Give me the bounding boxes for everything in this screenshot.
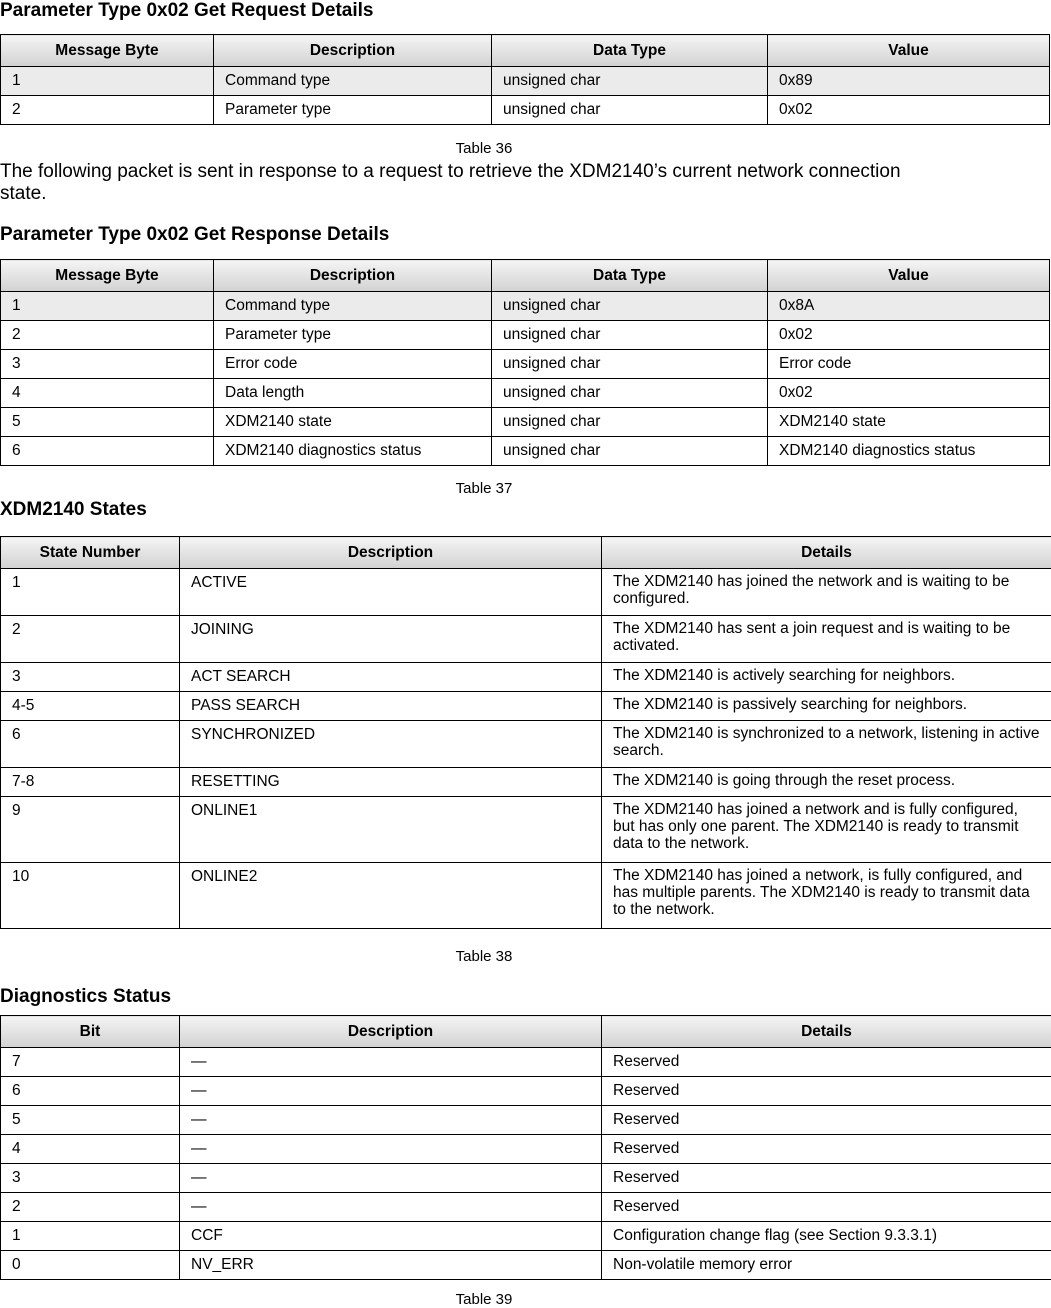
table-row (1, 1048, 1051, 1077)
table-cell: 0 (1, 1251, 180, 1280)
table-cell: The XDM2140 is synchronized to a network, listening in active search. (602, 721, 1051, 768)
table-caption: Table 39 (0, 1291, 968, 1308)
column-header: Description (180, 1016, 602, 1048)
table-row (1, 437, 1050, 466)
table-caption: Table 36 (0, 140, 968, 157)
table-cell: The XDM2140 has joined the network and is waiting to be configured. (602, 569, 1051, 616)
table-row (1, 350, 1050, 379)
table-cell: unsigned char (492, 408, 768, 437)
table-cell: — (180, 1135, 602, 1164)
column-header: Value (768, 260, 1050, 292)
table-cell: Parameter type (214, 96, 492, 125)
column-header: Data Type (492, 35, 768, 67)
table-cell: 4-5 (1, 692, 180, 721)
table-cell: 4 (1, 1135, 180, 1164)
get-response-table (0, 259, 1050, 466)
table-cell: unsigned char (492, 437, 768, 466)
table-header-row (1, 35, 1050, 67)
table-row (1, 663, 1051, 692)
table-cell: 2 (1, 616, 180, 663)
table-cell: ONLINE2 (180, 863, 602, 929)
table-cell: Non-volatile memory error (602, 1251, 1051, 1280)
table-cell: — (180, 1048, 602, 1077)
table-cell: The XDM2140 is going through the reset process. (602, 768, 1051, 797)
section3-heading: XDM2140 States (0, 499, 147, 521)
table-cell: ONLINE1 (180, 797, 602, 863)
table-row (1, 863, 1051, 929)
states-table (0, 536, 1051, 929)
section1-heading: Parameter Type 0x02 Get Request Details (0, 0, 374, 22)
table-row (1, 379, 1050, 408)
table-cell: CCF (180, 1222, 602, 1251)
column-header: Description (214, 35, 492, 67)
table-cell: unsigned char (492, 350, 768, 379)
table-cell: 2 (1, 96, 214, 125)
table-cell: ACT SEARCH (180, 663, 602, 692)
column-header: Description (214, 260, 492, 292)
table-row (1, 569, 1051, 616)
table-row (1, 721, 1051, 768)
table-cell: unsigned char (492, 67, 768, 96)
column-header: Details (602, 537, 1051, 569)
table-row (1, 67, 1050, 96)
table-cell: 3 (1, 663, 180, 692)
table-cell: — (180, 1193, 602, 1222)
table-cell: 5 (1, 408, 214, 437)
table-row (1, 1164, 1051, 1193)
table-cell: Parameter type (214, 321, 492, 350)
table-header-row (1, 260, 1050, 292)
table-header-row (1, 1016, 1051, 1048)
table-row (1, 321, 1050, 350)
table-cell: 6 (1, 437, 214, 466)
table-cell: 7-8 (1, 768, 180, 797)
table-cell: Reserved (602, 1135, 1051, 1164)
diagnostics-table (0, 1015, 1051, 1280)
table-row (1, 616, 1051, 663)
column-header: Bit (1, 1016, 180, 1048)
table-caption: Table 37 (0, 480, 968, 497)
table-row (1, 768, 1051, 797)
table-row (1, 1193, 1051, 1222)
table-cell: Error code (768, 350, 1050, 379)
table-cell: XDM2140 state (214, 408, 492, 437)
table-row (1, 1077, 1051, 1106)
table-cell: XDM2140 state (768, 408, 1050, 437)
table-cell: Reserved (602, 1106, 1051, 1135)
table-cell: 2 (1, 1193, 180, 1222)
table-cell: 2 (1, 321, 214, 350)
table-cell: Reserved (602, 1193, 1051, 1222)
table-cell: 4 (1, 379, 214, 408)
column-header: Value (768, 35, 1050, 67)
table-cell: unsigned char (492, 292, 768, 321)
table-cell: — (180, 1164, 602, 1193)
column-header: Data Type (492, 260, 768, 292)
table-cell: 0x02 (768, 321, 1050, 350)
table-cell: 7 (1, 1048, 180, 1077)
table-cell: The XDM2140 has joined a network, is fully configured, and has multiple parents. The XDM2140 is ready to transmit data to the network. (602, 863, 1051, 929)
table-cell: 1 (1, 569, 180, 616)
table-cell: The XDM2140 is passively searching for neighbors. (602, 692, 1051, 721)
table-cell: unsigned char (492, 379, 768, 408)
table-cell: 0x02 (768, 379, 1050, 408)
table-cell: ACTIVE (180, 569, 602, 616)
column-header: Message Byte (1, 260, 214, 292)
table-cell: 6 (1, 1077, 180, 1106)
table-cell: 0x8A (768, 292, 1050, 321)
table-cell: 0x89 (768, 67, 1050, 96)
table-cell: JOINING (180, 616, 602, 663)
table-cell: 3 (1, 350, 214, 379)
section2-heading: Parameter Type 0x02 Get Response Details (0, 224, 389, 246)
table-cell: PASS SEARCH (180, 692, 602, 721)
table-cell: Command type (214, 67, 492, 96)
table-cell: 3 (1, 1164, 180, 1193)
table-cell: 6 (1, 721, 180, 768)
table-row (1, 692, 1051, 721)
table-cell: Error code (214, 350, 492, 379)
table-cell: Reserved (602, 1048, 1051, 1077)
table-cell: XDM2140 diagnostics status (768, 437, 1050, 466)
table-header-row (1, 537, 1051, 569)
table-cell: SYNCHRONIZED (180, 721, 602, 768)
table-cell: The XDM2140 has joined a network and is fully configured, but has only one parent. The XDM2140 is ready to transmit data to the network. (602, 797, 1051, 863)
table-cell: 1 (1, 292, 214, 321)
table-cell: Command type (214, 292, 492, 321)
table-row (1, 1222, 1051, 1251)
column-header: State Number (1, 537, 180, 569)
table-cell: — (180, 1077, 602, 1106)
table-row (1, 96, 1050, 125)
table-cell: The XDM2140 is actively searching for neighbors. (602, 663, 1051, 692)
get-request-table (0, 34, 1050, 125)
section4-heading: Diagnostics Status (0, 986, 171, 1008)
table-cell: 1 (1, 67, 214, 96)
column-header: Details (602, 1016, 1051, 1048)
table-cell: 0x02 (768, 96, 1050, 125)
table-row (1, 292, 1050, 321)
table-cell: Data length (214, 379, 492, 408)
table-cell: 10 (1, 863, 180, 929)
column-header: Message Byte (1, 35, 214, 67)
table-cell: Reserved (602, 1164, 1051, 1193)
table-row (1, 1106, 1051, 1135)
table-cell: unsigned char (492, 96, 768, 125)
table-cell: unsigned char (492, 321, 768, 350)
table-cell: XDM2140 diagnostics status (214, 437, 492, 466)
table-cell: Configuration change flag (see Section 9.3.3.1) (602, 1222, 1051, 1251)
table-cell: — (180, 1106, 602, 1135)
intro-paragraph: The following packet is sent in response to a request to retrieve the XDM2140’s current network connection state. (0, 161, 940, 205)
table-cell: 5 (1, 1106, 180, 1135)
table-cell: RESETTING (180, 768, 602, 797)
table-cell: 1 (1, 1222, 180, 1251)
table-cell: The XDM2140 has sent a join request and is waiting to be activated. (602, 616, 1051, 663)
table-cell: Reserved (602, 1077, 1051, 1106)
table-row (1, 1135, 1051, 1164)
table-cell: NV_ERR (180, 1251, 602, 1280)
table-row (1, 797, 1051, 863)
table-row (1, 408, 1050, 437)
column-header: Description (180, 537, 602, 569)
table-caption: Table 38 (0, 948, 968, 965)
table-cell: 9 (1, 797, 180, 863)
table-row (1, 1251, 1051, 1280)
